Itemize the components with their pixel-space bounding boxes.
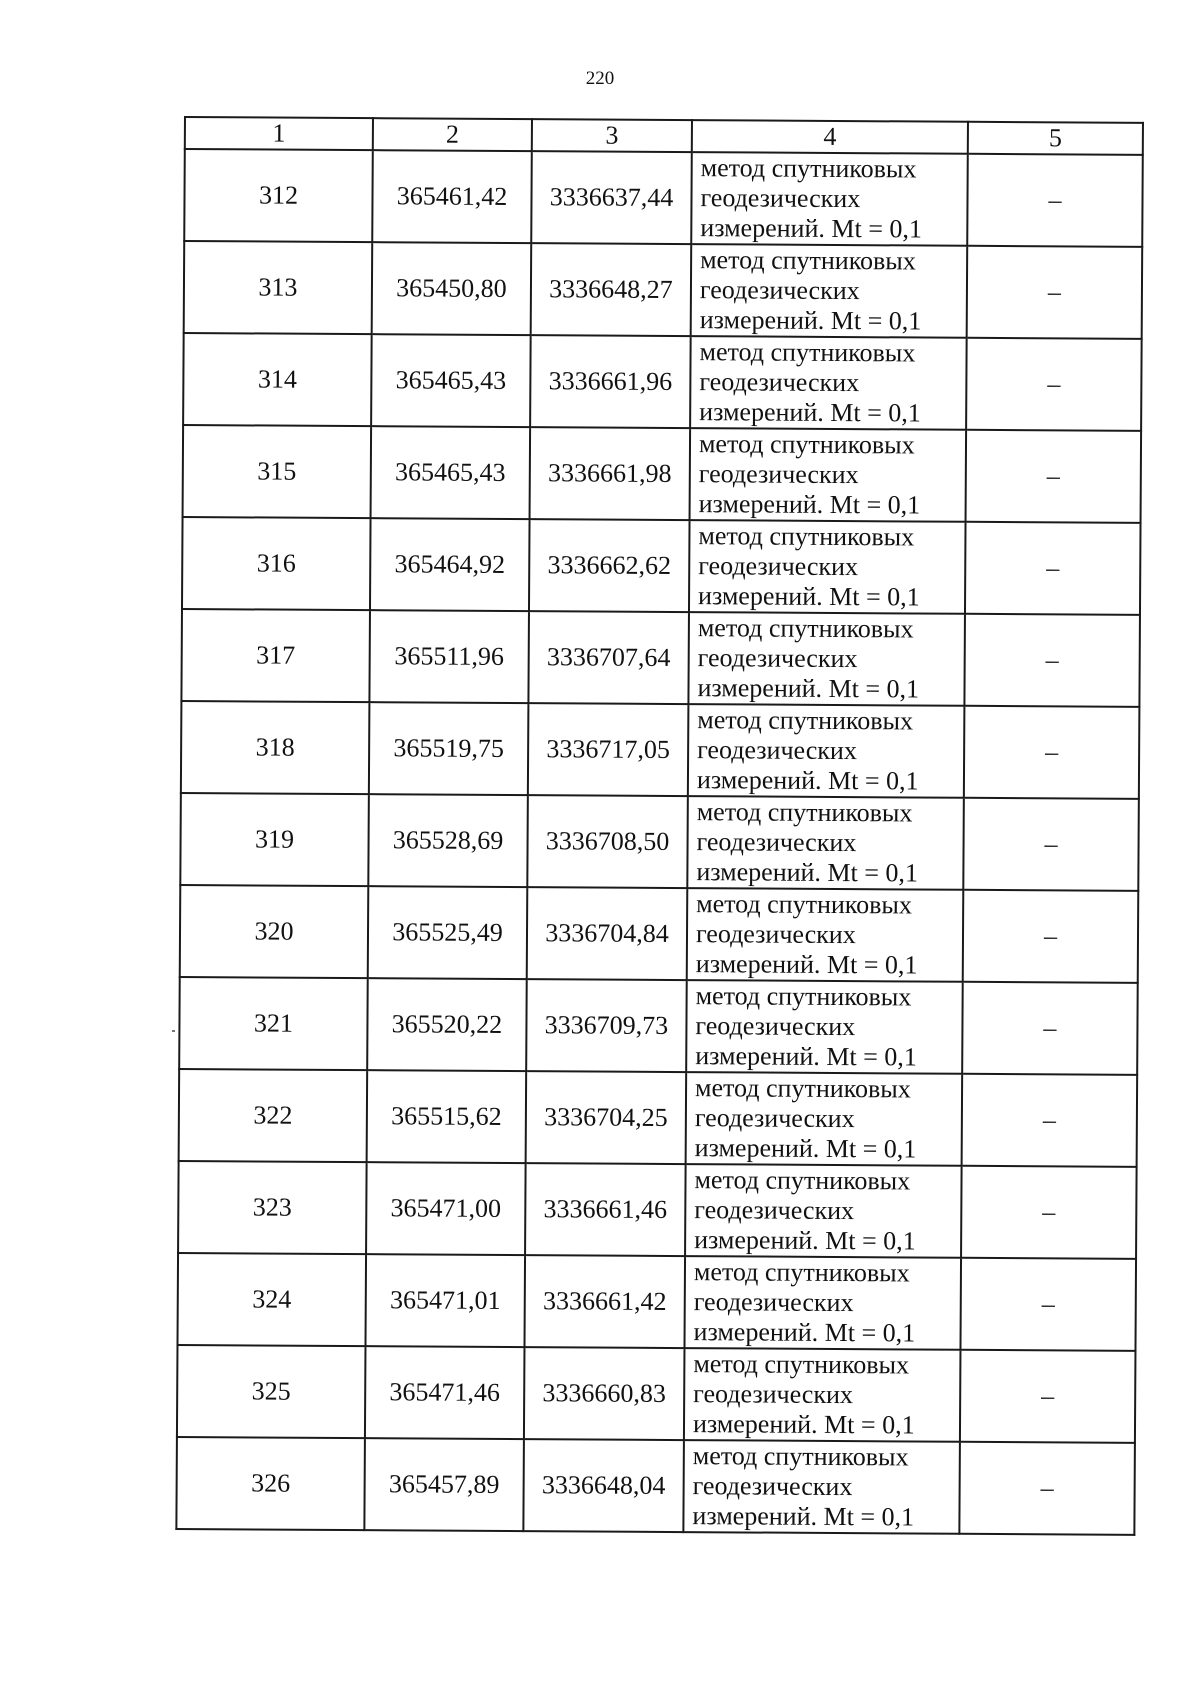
y-coordinate-cell: 3336637,44	[531, 151, 692, 244]
method-cell	[686, 980, 963, 1074]
method-line: геодезических	[695, 1011, 856, 1042]
note-cell: –	[962, 1074, 1138, 1167]
x-coordinate-cell: 365519,75	[369, 702, 529, 795]
method-line: геодезических	[692, 1471, 853, 1502]
header-cell-4: 4	[692, 120, 968, 154]
y-coordinate-cell: 3336661,96	[530, 335, 691, 428]
note-cell: –	[963, 798, 1139, 891]
method-line: измерений. Mt = 0,1	[692, 1409, 915, 1440]
point-number-cell: 325	[177, 1345, 366, 1438]
point-number-cell: 324	[177, 1253, 366, 1346]
note-cell: –	[960, 1350, 1136, 1443]
method-cell	[686, 1072, 963, 1166]
method-line: метод спутниковых	[700, 153, 917, 184]
method-line: геодезических	[697, 735, 857, 766]
y-coordinate-cell: 3336708,50	[527, 795, 688, 888]
point-number-cell: 313	[184, 241, 373, 334]
y-coordinate-cell: 3336707,64	[528, 611, 689, 704]
method-line: измерений. Mt = 0,1	[695, 1041, 917, 1072]
point-number-cell: 312	[184, 149, 373, 242]
y-coordinate-cell: 3336709,73	[526, 979, 687, 1072]
method-line: метод спутниковых	[693, 1349, 910, 1380]
point-number-cell: 321	[179, 977, 368, 1070]
method-line: измерений. Mt = 0,1	[696, 857, 919, 888]
x-coordinate-cell: 365465,43	[371, 426, 531, 519]
method-line: измерений. Mt = 0,1	[697, 673, 920, 704]
scan-speck	[172, 1030, 175, 1032]
method-line: метод спутниковых	[698, 429, 915, 460]
note-cell: –	[966, 430, 1142, 523]
table-row	[177, 1345, 1136, 1443]
method-cell	[691, 152, 968, 246]
note-cell: –	[960, 1258, 1136, 1351]
point-number-cell: 326	[176, 1437, 365, 1530]
note-cell: –	[959, 1442, 1135, 1535]
method-line: геодезических	[695, 919, 856, 950]
x-coordinate-cell: 365465,43	[371, 334, 531, 427]
table-row	[179, 1069, 1138, 1167]
point-number-cell: 318	[181, 701, 370, 794]
note-cell: –	[961, 1166, 1137, 1259]
method-cell	[687, 796, 964, 890]
y-coordinate-cell: 3336648,04	[523, 1439, 684, 1532]
table-row	[181, 701, 1140, 799]
point-number-cell: 316	[182, 517, 371, 610]
note-cell: –	[967, 246, 1143, 339]
x-coordinate-cell: 365471,46	[365, 1346, 525, 1439]
y-coordinate-cell: 3336648,27	[531, 243, 692, 336]
method-line: измерений. Mt = 0,1	[694, 1133, 917, 1164]
note-cell: –	[967, 154, 1143, 247]
point-number-cell: 315	[183, 425, 372, 518]
x-coordinate-cell: 365471,00	[366, 1162, 526, 1255]
x-coordinate-cell: 365457,89	[364, 1438, 524, 1531]
method-line: измерений. Mt = 0,1	[692, 1501, 915, 1532]
point-number-cell: 314	[183, 333, 372, 426]
header-cell-2: 2	[373, 118, 532, 151]
y-coordinate-cell: 3336661,98	[530, 427, 691, 520]
method-line: измерений. Mt = 0,1	[693, 1317, 916, 1348]
x-coordinate-cell: 365515,62	[367, 1070, 527, 1163]
method-cell	[688, 612, 965, 706]
y-coordinate-cell: 3336704,84	[527, 887, 688, 980]
method-line: измерений. Mt = 0,1	[695, 949, 918, 980]
method-line: геодезических	[696, 827, 857, 858]
method-line: метод спутниковых	[696, 889, 912, 920]
method-line: геодезических	[697, 643, 858, 674]
note-cell: –	[966, 338, 1142, 431]
method-cell	[687, 888, 964, 982]
note-cell: –	[964, 706, 1140, 799]
method-cell	[688, 704, 965, 798]
y-coordinate-cell: 3336661,42	[524, 1255, 685, 1348]
method-line: метод спутниковых	[699, 337, 916, 368]
method-cell	[689, 520, 966, 614]
x-coordinate-cell: 365471,01	[365, 1254, 525, 1347]
y-coordinate-cell: 3336704,25	[526, 1071, 687, 1164]
note-cell: –	[963, 890, 1139, 983]
method-line: геодезических	[700, 183, 861, 214]
x-coordinate-cell: 365520,22	[367, 978, 527, 1071]
method-line: измерений. Mt = 0,1	[699, 305, 922, 336]
x-coordinate-cell: 365528,69	[368, 794, 528, 887]
header-cell-5: 5	[968, 122, 1143, 155]
method-line: геодезических	[698, 459, 859, 490]
x-coordinate-cell: 365461,42	[372, 150, 532, 243]
table-row	[177, 1253, 1136, 1351]
table-row	[183, 333, 1142, 431]
method-cell	[684, 1256, 961, 1350]
method-line: метод спутниковых	[697, 705, 914, 736]
header-cell-3: 3	[532, 119, 692, 152]
x-coordinate-cell: 365525,49	[368, 886, 528, 979]
page-number: 220	[585, 68, 615, 89]
y-coordinate-cell: 3336660,83	[524, 1347, 685, 1440]
table-body	[176, 149, 1142, 1535]
method-line: геодезических	[694, 1195, 855, 1226]
x-coordinate-cell: 365464,92	[370, 518, 530, 611]
header-cell-1: 1	[185, 117, 373, 150]
method-line: метод спутниковых	[700, 245, 916, 276]
method-line: геодезических	[699, 275, 860, 306]
note-cell: –	[964, 614, 1140, 707]
method-line: измерений. Mt = 0,1	[694, 1225, 916, 1256]
table-row	[176, 1437, 1135, 1535]
table-row	[180, 793, 1139, 891]
method-line: геодезических	[693, 1287, 854, 1318]
table-row	[182, 517, 1141, 615]
table-row	[183, 425, 1142, 523]
method-line: геодезических	[699, 367, 860, 398]
method-line: метод спутниковых	[696, 797, 913, 828]
method-line: метод спутниковых	[693, 1257, 910, 1288]
method-line: метод спутниковых	[694, 1165, 911, 1196]
note-cell: –	[965, 522, 1141, 615]
table-row	[184, 149, 1143, 247]
y-coordinate-cell: 3336662,62	[529, 519, 690, 612]
table-row	[178, 1161, 1137, 1259]
method-line: измерений. Mt = 0,1	[697, 581, 920, 612]
method-line: геодезических	[693, 1379, 854, 1410]
method-cell	[690, 336, 967, 430]
point-number-cell: 322	[179, 1069, 368, 1162]
point-number-cell: 319	[180, 793, 369, 886]
point-number-cell: 317	[181, 609, 370, 702]
point-number-cell: 320	[180, 885, 369, 978]
y-coordinate-cell: 3336717,05	[528, 703, 689, 796]
method-line: геодезических	[694, 1103, 855, 1134]
method-line: метод спутниковых	[695, 981, 912, 1012]
method-line: измерений. Mt = 0,1	[696, 765, 919, 796]
method-cell	[685, 1164, 962, 1258]
coordinates-table	[175, 116, 1144, 1536]
method-line: измерений. Mt = 0,1	[700, 213, 923, 244]
table-row	[179, 977, 1138, 1075]
method-cell	[690, 428, 967, 522]
method-line: метод спутниковых	[692, 1441, 909, 1472]
method-line: метод спутниковых	[694, 1073, 911, 1104]
x-coordinate-cell: 365511,96	[369, 610, 529, 703]
point-number-cell: 323	[178, 1161, 367, 1254]
x-coordinate-cell: 365450,80	[372, 242, 532, 335]
method-line: измерений. Mt = 0,1	[698, 489, 921, 520]
y-coordinate-cell: 3336661,46	[525, 1163, 686, 1256]
table-row	[180, 885, 1139, 983]
method-cell	[684, 1348, 961, 1442]
method-cell	[691, 244, 968, 338]
table-row	[184, 241, 1143, 339]
method-line: геодезических	[698, 551, 859, 582]
method-line: метод спутниковых	[697, 613, 914, 644]
method-line: метод спутниковых	[698, 521, 915, 552]
table-row	[181, 609, 1140, 707]
method-line: измерений. Mt = 0,1	[699, 397, 921, 428]
note-cell: –	[962, 982, 1138, 1075]
method-cell	[683, 1440, 960, 1534]
